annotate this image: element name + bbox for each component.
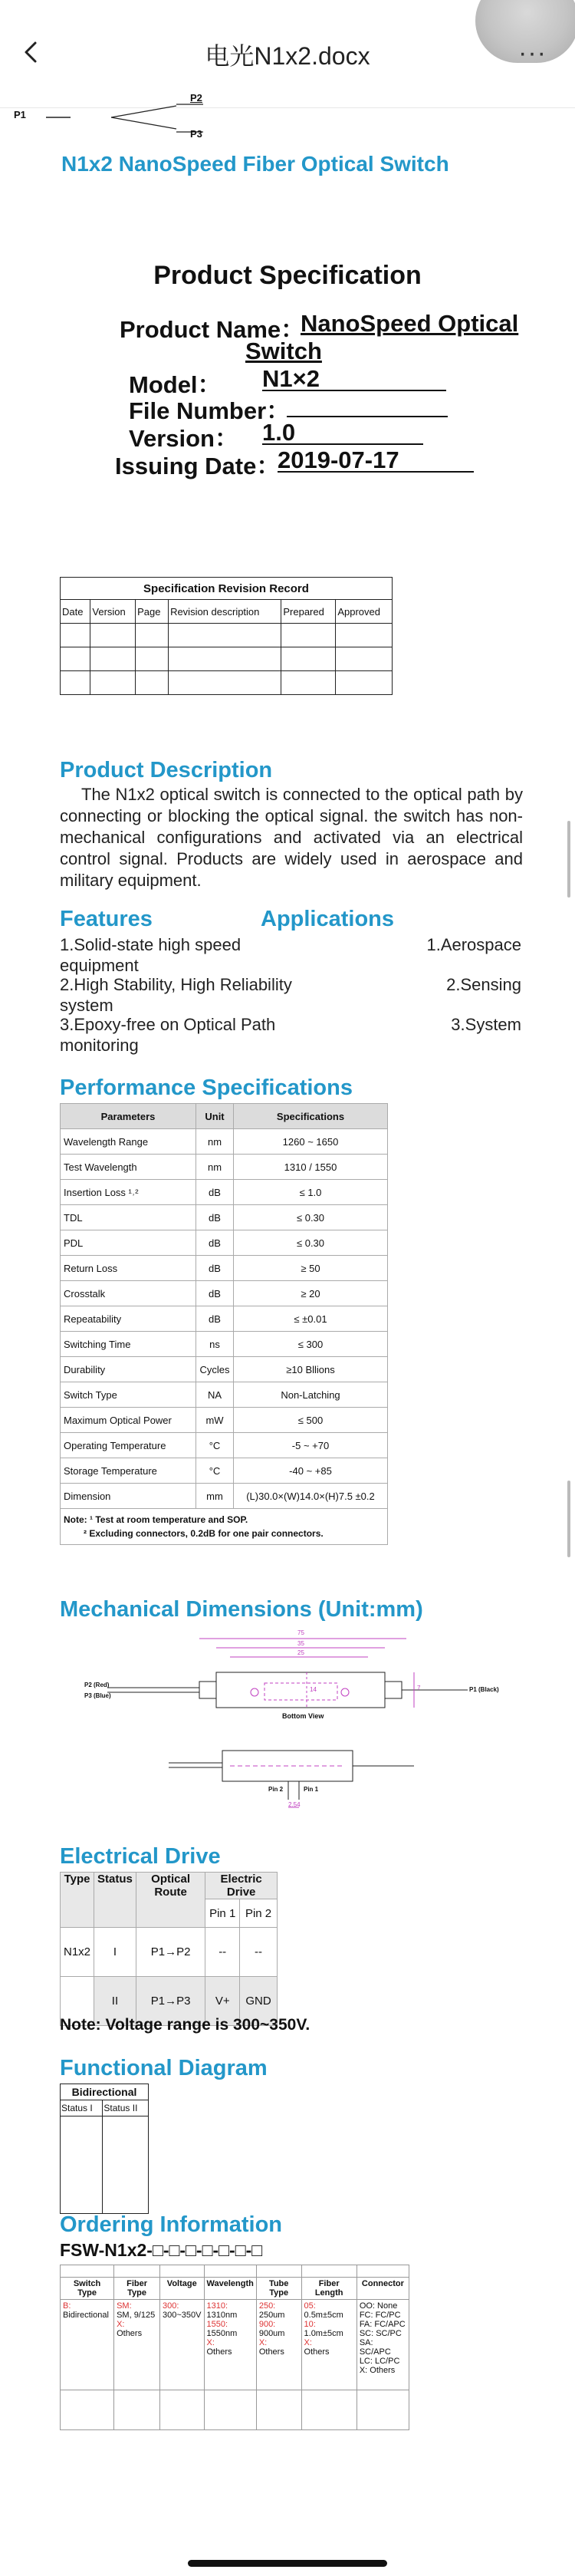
ordering-heading: Ordering Information (60, 2212, 282, 2237)
table-row: PDL dB ≤ 0.30 (61, 1230, 388, 1256)
revision-header: Version (90, 600, 136, 624)
ordering-code: FSW-N1x2-□-□-□-□-□-□-□ (60, 2240, 263, 2260)
mech-p1-label: P1 (Black) (469, 1686, 499, 1693)
port-p1-label: P1 (14, 109, 26, 120)
performance-header: Unit (196, 1104, 234, 1129)
table-row: II P1→P3 V+ GND (61, 1977, 278, 2026)
application-item: 1.Aerospace (426, 935, 521, 954)
functional-diagram-table (60, 2084, 149, 2214)
electrical-subheader: Pin 1 (205, 1899, 240, 1928)
application-item: 3.System (451, 1015, 521, 1034)
spec-title: Product Specification (153, 261, 422, 290)
revision-header: Page (136, 600, 169, 624)
pin2-label: Pin 2 (268, 1786, 284, 1793)
electrical-header: Status (94, 1873, 136, 1928)
performance-header: Specifications (234, 1104, 388, 1129)
document-heading: N1x2 NanoSpeed Fiber Optical Switch (61, 152, 449, 176)
file-number-underline (287, 416, 448, 417)
application-item: 2.Sensing (446, 975, 521, 994)
table-row: Maximum Optical Power mW ≤ 500 (61, 1408, 388, 1433)
more-menu-icon[interactable]: ··· (518, 38, 547, 68)
model-label: Model： (129, 371, 222, 398)
mech-p2-label: P2 (Red) (84, 1682, 110, 1688)
table-row (61, 671, 393, 695)
mechanical-drawing (77, 1628, 506, 1812)
table-row: Switching Time ns ≤ 300 (61, 1332, 388, 1357)
issuing-date-value: 2019-07-17 (278, 446, 399, 473)
pin1-label: Pin 1 (304, 1786, 319, 1793)
product-name-value: NanoSpeed Optical (301, 310, 519, 337)
table-row: N1x2 I P1→P2 -- -- (61, 1928, 278, 1977)
table-row (61, 624, 393, 647)
table-row (61, 647, 393, 671)
issuing-date-underline (278, 471, 474, 473)
electrical-header: Electric Drive (205, 1873, 278, 1899)
electrical-drive-table (60, 1872, 278, 2026)
table-row (61, 1509, 388, 1545)
electrical-header: Type (61, 1873, 94, 1928)
table-row: Storage Temperature °C -40 ~ +85 (61, 1458, 388, 1484)
table-row: TDL dB ≤ 0.30 (61, 1205, 388, 1230)
table-row: Repeatability dB ≤ ±0.01 (61, 1306, 388, 1332)
mech-p3-label: P3 (Blue) (84, 1692, 111, 1699)
table-row: Wavelength Range nm 1260 ~ 1650 (61, 1129, 388, 1155)
functional-title: Bidirectional (61, 2084, 149, 2100)
table-row: Switch Type NA Non-Latching (61, 1382, 388, 1408)
feature-item: 2.High Stability, High Reliability system (60, 975, 292, 1015)
dim-75: 75 (297, 1629, 304, 1636)
table-row: Crosstalk dB ≥ 20 (61, 1281, 388, 1306)
home-indicator[interactable] (188, 2560, 387, 2567)
electrical-heading: Electrical Drive (60, 1844, 221, 1869)
table-row: Dimension mm (L)30.0×(W)14.0×(H)7.5 ±0.2 (61, 1484, 388, 1509)
product-name-value-2: Switch (245, 338, 322, 364)
file-number-label: File Number： (129, 397, 291, 424)
features-heading: Features (60, 907, 153, 931)
revision-header: Prepared (281, 600, 336, 624)
revision-record-table (60, 577, 393, 695)
table-row: Test Wavelength nm 1310 / 1550 (61, 1155, 388, 1180)
version-label: Version： (129, 425, 238, 452)
document-title: 电光N1x2.docx (205, 42, 370, 70)
revision-header: Approved (336, 600, 393, 624)
dim-7: 7 (417, 1685, 421, 1692)
revision-header: Date (61, 600, 90, 624)
table-row: Durability Cycles ≥10 Bllions (61, 1357, 388, 1382)
dim-25: 25 (297, 1649, 304, 1656)
version-underline (262, 443, 423, 445)
table-row: Operating Temperature °C -5 ~ +70 (61, 1433, 388, 1458)
model-value: N1×2 (262, 365, 320, 392)
status-i-header: Status I (61, 2100, 103, 2116)
table-row: Insertion Loss ¹˒² dB ≤ 1.0 (61, 1180, 388, 1205)
feature-item: 1.Solid-state high speed equipment (60, 935, 242, 975)
dim-254: 2.54 (288, 1801, 301, 1808)
revision-header: Revision description (169, 600, 281, 624)
ordering-table: Switch Type Fiber Type Voltage Wavelength Tube Type Fiber Length Connector B: Bidirectional SM: SM, 9/125 X: Others 300: 300~350V 1310: 1310nm 1550: 1550nm X: Others 250: 250um 900: 900um X: Others 05: 0.5m±5cm 10: 1.0m±5cm X: Others OO: None FC: FC/PC FA: FC/APC SC: SC/PC SA: SC/APC LC: LC/PC X: Others (60, 2265, 409, 2430)
functional-heading: Functional Diagram (60, 2056, 268, 2080)
performance-table (60, 1103, 388, 1545)
port-p3-label: P3 (190, 128, 202, 140)
mechanical-heading: Mechanical Dimensions (Unit:mm) (60, 1597, 423, 1622)
voltage-note: Note: Voltage range is 300~350V. (60, 2016, 310, 2034)
table-row: Return Loss dB ≥ 50 (61, 1256, 388, 1281)
dim-14: 14 (310, 1686, 317, 1693)
status-ii-header: Status II (103, 2100, 149, 2116)
product-name-label: Product Name： (120, 316, 305, 343)
issuing-date-label: Issuing Date： (115, 453, 281, 479)
version-value: 1.0 (262, 419, 296, 446)
description-heading: Product Description (60, 758, 273, 782)
feature-item: 3.Epoxy-free on Optical Path monitoring (60, 1015, 276, 1055)
electrical-subheader: Pin 2 (240, 1899, 278, 1928)
dim-35: 35 (297, 1640, 304, 1647)
port-p2-label: P2 (190, 92, 202, 104)
scrollbar-marker[interactable] (567, 821, 570, 898)
scrollbar-marker[interactable] (567, 1481, 570, 1557)
electrical-header: Optical Route (136, 1873, 205, 1928)
performance-note-2: ² Excluding connectors, 0.2dB for one pair connectors. (84, 1528, 324, 1539)
bottom-view-label: Bottom View (282, 1712, 324, 1720)
description-text: The N1x2 optical switch is connected to the optical path by connecting or blocking the optical signal. the switch has non-mechanical configurations and activated via an electrical control signal. Products are widely used in aerospace and military equipment. (60, 785, 523, 890)
table-row: B: Bidirectional SM: SM, 9/125 X: Others 300: 300~350V 1310: 1310nm 1550: 1550nm X: Others 250: 250um 900: 900um X: Others 05: 0.5m±5cm 10: 1.0m±5cm X: Others OO: None FC: FC/PC FA: FC/APC SC: SC/PC SA: SC/APC LC: LC/PC X: Others (61, 2300, 409, 2390)
performance-header: Parameters (61, 1104, 196, 1129)
revision-title: Specification Revision Record (61, 578, 393, 600)
performance-note-1: Note: ¹ Test at room temperature and SOP. (64, 1514, 248, 1525)
applications-heading: Applications (261, 907, 395, 931)
performance-heading: Performance Specifications (60, 1076, 353, 1100)
